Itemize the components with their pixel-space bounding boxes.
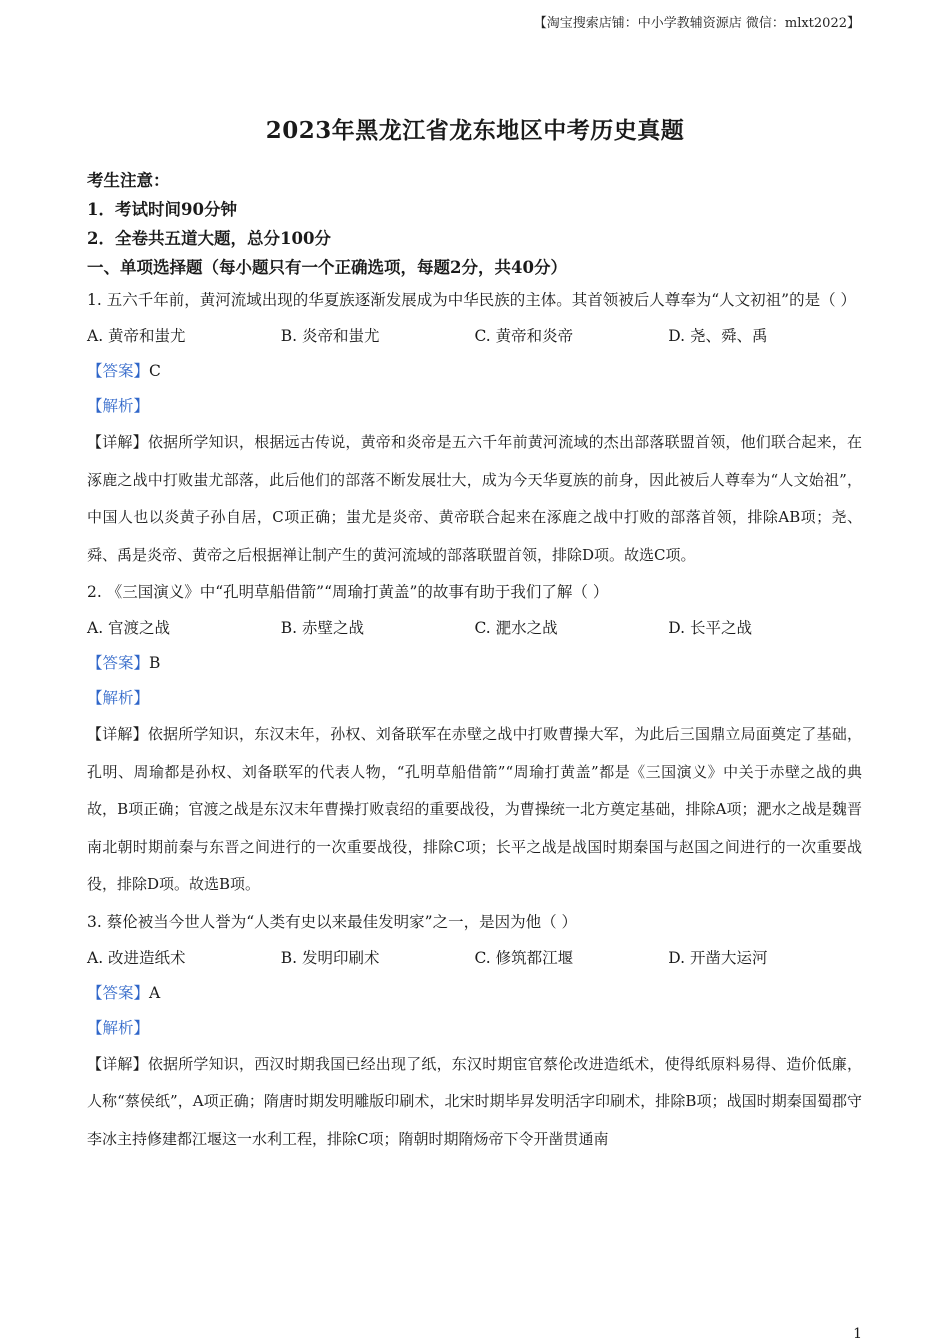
option-list — [87, 941, 862, 976]
question-block — [87, 574, 862, 904]
option-b: B. 发明印刷术 — [280, 948, 380, 967]
answer-line — [87, 976, 862, 1011]
answer-tag: 【答案】 — [87, 983, 150, 1002]
option-b: B. 赤壁之战 — [280, 619, 364, 637]
page-number: 1 — [853, 1326, 862, 1342]
detail-tag: 【详解】 — [87, 433, 148, 451]
option-list — [87, 319, 862, 354]
option-b: B. 炎帝和蚩尤 — [280, 327, 380, 345]
detail-text: 依据所学知识，东汉末年，孙权、刘备联军在赤壁之战中打败曹操大军，为此后三国鼎立局面奠定了基础，孔明、周瑜都是孙权、刘备联军的代表人物，“孔明草船借箭”“周瑜打黄盖”都是《三国演义》中关于赤壁之战的典故，B项正确；官渡之战是东汉末年曹操打败袁绍的重要战役，为曹操统一北方奠定基础，排除A项；淝水之战是魏晋南北朝时期前秦与东晋之间进行的一次重要战役，排除C项；长平之战是战国时期秦国与赵国之间进行的一次重要战役，排除D项。故选B项。 — [87, 725, 862, 893]
detail-tag: 【详解】 — [87, 1054, 148, 1073]
detail-paragraph — [87, 424, 862, 574]
analysis-tag: 【解析】 — [87, 1018, 150, 1037]
analysis-tag: 【解析】 — [87, 397, 150, 415]
option-d: D. 长平之战 — [668, 619, 752, 637]
detail-text: 依据所学知识，根据远古传说，黄帝和炎帝是五六千年前黄河流域的杰出部落联盟首领，他们联合起来，在涿鹿之战中打败蚩尤部落，此后他们的部落不断发展壮大，成为今天华夏族的前身，因此被后人尊奉为“人文始祖”，中国人也以炎黄子孙自居，C项正确；蚩尤是炎帝、黄帝联合起来在涿鹿之战中打败的部落首领，排除AB项；尧、舜、禹是炎帝、黄帝之后根据禅让制产生的黄河流域的部落联盟首领，排除D项。故选C项。 — [87, 433, 862, 564]
detail-paragraph — [87, 716, 862, 904]
header-note: 【淘宝搜索店铺：中小学教辅资源店 微信：mlxt2022】 — [533, 16, 860, 31]
answer-tag: 【答案】 — [87, 654, 150, 672]
answer-line — [87, 646, 862, 681]
notice-heading: 考生注意： — [87, 171, 170, 190]
option-list — [87, 611, 862, 646]
question-stem: 1. 五六千年前，黄河流域出现的华夏族逐渐发展成为中华民族的主体。其首领被后人尊奉为“人文初祖”的是（ ） — [87, 291, 856, 309]
analysis-tag: 【解析】 — [87, 689, 150, 707]
analysis-line — [87, 389, 862, 424]
notice-item-1: 1．考试时间90分钟 — [87, 200, 237, 219]
section-heading: 一、单项选择题（每小题只有一个正确选项，每题2分，共40分） — [87, 258, 567, 277]
question-stem: 2. 《三国演义》中“孔明草船借箭”“周瑜打黄盖”的故事有助于我们了解（ ） — [87, 583, 609, 601]
question-block — [87, 904, 862, 1159]
option-c: C. 黄帝和炎帝 — [474, 327, 574, 345]
answer-value: B — [149, 654, 161, 672]
analysis-line — [87, 681, 862, 716]
detail-paragraph — [87, 1046, 862, 1159]
analysis-line — [87, 1011, 862, 1046]
option-c: C. 淝水之战 — [474, 619, 558, 637]
detail-tag: 【详解】 — [87, 725, 148, 743]
option-a: A. 黄帝和蚩尤 — [87, 327, 186, 345]
page-title: 2023年黑龙江省龙东地区中考历史真题 — [265, 117, 685, 144]
notice-item-2: 2．全卷共五道大题，总分100分 — [87, 229, 331, 248]
question-block — [87, 282, 862, 574]
option-d: D. 尧、舜、禹 — [668, 327, 768, 345]
detail-text: 依据所学知识，西汉时期我国已经出现了纸，东汉时期宦官蔡伦改进造纸术，使得纸原料易得、造价低廉，人称“蔡侯纸”，A项正确；隋唐时期发明雕版印刷术，北宋时期毕昇发明活字印刷术，排除B项；战国时期秦国蜀郡守李冰主持修建都江堰这一水利工程，排除C项；隋朝时期隋炀帝下令开凿贯通南 — [87, 1054, 862, 1148]
answer-value: C — [149, 362, 161, 380]
answer-line — [87, 354, 862, 389]
question-stem: 3. 蔡伦被当今世人誉为“人类有史以来最佳发明家”之一，是因为他（ ） — [87, 912, 577, 931]
option-c: C. 修筑都江堰 — [474, 948, 574, 967]
option-d: D. 开凿大运河 — [668, 948, 768, 967]
option-a: A. 改进造纸术 — [87, 948, 186, 967]
answer-tag: 【答案】 — [87, 362, 150, 380]
document-body — [87, 166, 862, 1158]
answer-value: A — [149, 983, 161, 1002]
option-a: A. 官渡之战 — [87, 619, 171, 637]
